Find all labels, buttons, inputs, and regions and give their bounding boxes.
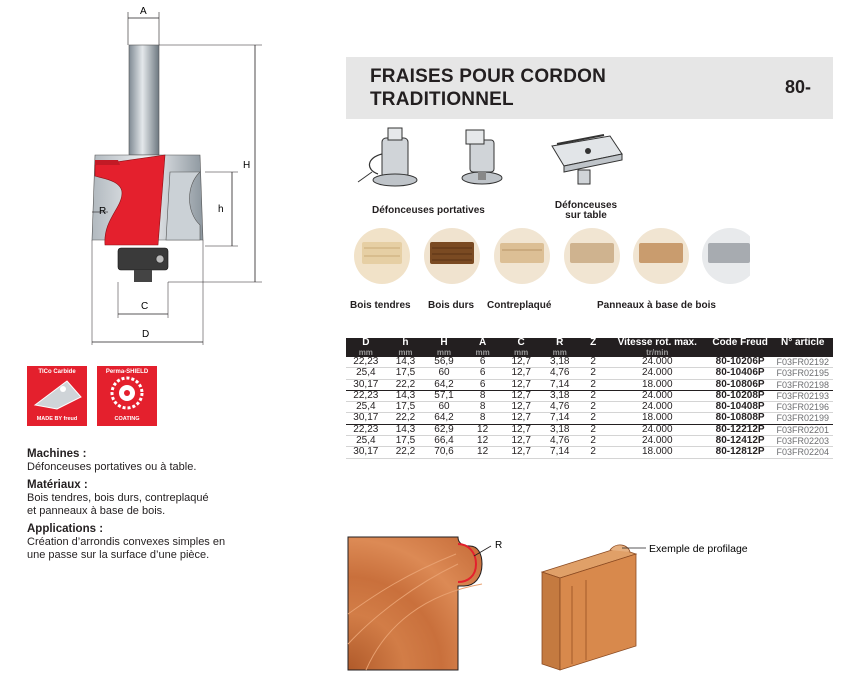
dim-label-d: D [142,329,150,340]
table-cell: 8 [463,413,503,424]
table-row [346,368,833,379]
wood-caption-plywood: Contreplaqué [487,300,552,311]
applications-text-2: une passe sur la surface d’une pièce. [27,549,210,561]
table-cell: 2 [580,402,607,413]
table-cell: 24.000 [607,390,708,401]
page-title-line-1: FRAISES POUR CORDON [370,66,607,87]
col-unit: mm [463,348,503,357]
handheld-router-icon [358,128,417,186]
table-cell: 25,4 [346,436,386,447]
table-cell: 12 [463,424,503,435]
profile-example-label: Exemple de profilage [649,543,748,555]
wood-particleboard-sample [702,228,750,284]
table-cell: 12,7 [502,424,540,435]
dim-label-r: R [99,206,107,217]
table-cell: 8 [463,402,503,413]
materials-text-2: et panneaux à base de bois. [27,505,166,517]
col-header: h [386,338,426,348]
code-freud-cell: 80-10408P [708,402,773,413]
col-unit: mm [502,348,540,357]
code-freud-cell: 80-12212P [708,424,773,435]
machines-title: Machines : [27,448,87,460]
article-number-cell: F03FR02204 [772,447,833,458]
table-cell: 56,9 [425,357,463,368]
article-number-cell: F03FR02198 [772,379,833,390]
table-row [346,447,833,458]
profile-r-label: R [495,540,503,551]
spec-table-header [346,338,833,348]
table-cell: 24.000 [607,368,708,379]
machines-text: Défonceuses portatives ou à table. [27,461,197,473]
table-cell: 66,4 [425,436,463,447]
dim-label-a: A [140,6,147,17]
code-freud-cell: 80-10806P [708,379,773,390]
col-header: Z [580,338,607,348]
applications-text-1: Création d’arrondis convexes simples en [27,536,226,548]
table-cell: 14,3 [386,390,426,401]
table-row [346,390,833,401]
wood-soft-sample [354,228,410,284]
code-freud-cell: 80-10406P [708,368,773,379]
table-cell: 7,14 [540,379,580,390]
table-cell: 22,2 [386,379,426,390]
table-cell: 17,5 [386,368,426,379]
table-cell: 12,7 [502,379,540,390]
code-freud-cell: 80-12812P [708,447,773,458]
table-cell: 12,7 [502,390,540,401]
code-freud-cell: 80-10208P [708,390,773,401]
table-cell: 30,17 [346,379,386,390]
spec-table-body [346,357,833,458]
code-freud-cell: 80-10206P [708,357,773,368]
table-cell: 62,9 [425,424,463,435]
ticog-carbide-badge [27,366,87,426]
table-cell: 22,23 [346,357,386,368]
article-number-cell: F03FR02201 [772,424,833,435]
code-freud-cell: 80-10808P [708,413,773,424]
col-unit: mm [346,348,386,357]
table-cell: 6 [463,357,503,368]
col-header: Vitesse rot. max. [607,338,708,348]
table-cell: 24.000 [607,357,708,368]
col-unit: mm [540,348,580,357]
table-row [346,379,833,390]
table-cell: 60 [425,402,463,413]
table-cell: 3,18 [540,390,580,401]
wood-hard-sample [424,228,480,284]
table-cell: 2 [580,436,607,447]
table-cell: 18.000 [607,447,708,458]
table-cell: 14,3 [386,357,426,368]
table-row [346,424,833,435]
table-row [346,357,833,368]
perma-badge-bottom: COATING [114,416,140,422]
wood-caption-soft: Bois tendres [350,300,411,311]
table-row [346,402,833,413]
table-cell: 4,76 [540,368,580,379]
table-cell: 3,18 [540,357,580,368]
perma-shield-badge [97,366,157,426]
table-cell: 6 [463,368,503,379]
carbide-tip-icon [27,375,87,411]
table-cell: 22,23 [346,390,386,401]
col-unit: mm [425,348,463,357]
table-cell: 12,7 [502,436,540,447]
table-cell: 18.000 [607,379,708,390]
wood-chipboard-sample [564,228,620,284]
table-cell: 22,2 [386,447,426,458]
profile-cross-section [348,537,482,670]
table-cell: 24.000 [607,402,708,413]
machine-icons [352,124,632,194]
page-number: 80- [784,77,811,97]
article-number-cell: F03FR02195 [772,368,833,379]
info-block [27,448,287,562]
machine-caption-table: Défonceuses sur table [554,200,618,221]
plunge-router-icon [462,130,502,184]
table-cell: 24.000 [607,436,708,447]
table-cell: 17,5 [386,402,426,413]
table-cell: 3,18 [540,424,580,435]
dim-label-h-lower: h [218,204,224,215]
col-header: A [463,338,503,348]
table-cell: 60 [425,368,463,379]
table-cell: 2 [580,357,607,368]
col-unit: mm [386,348,426,357]
table-cell: 70,6 [425,447,463,458]
table-cell: 4,76 [540,436,580,447]
applications-title: Applications : [27,523,104,535]
col-unit: tr/min [607,348,708,357]
table-cell: 12,7 [502,447,540,458]
col-header: N° article [772,338,833,348]
table-cell: 12,7 [502,357,540,368]
table-cell: 8 [463,390,503,401]
bit-shank [129,45,159,155]
article-number-cell: F03FR02203 [772,436,833,447]
table-cell: 57,1 [425,390,463,401]
table-cell: 64,2 [425,413,463,424]
table-row [346,436,833,447]
wood-caption-hard: Bois durs [428,300,475,311]
col-header: D [346,338,386,348]
dim-label-c: C [141,301,149,312]
code-freud-cell: 80-12412P [708,436,773,447]
table-cell: 2 [580,424,607,435]
table-cell: 30,17 [346,447,386,458]
table-cell: 22,2 [386,413,426,424]
materials-title: Matériaux : [27,479,88,491]
table-cell: 2 [580,390,607,401]
table-cell: 12 [463,436,503,447]
table-cell: 7,14 [540,413,580,424]
table-cell: 12,7 [502,368,540,379]
table-cell: 12 [463,447,503,458]
router-bit-drawing [0,0,300,350]
saw-blade-icon [97,375,157,411]
table-cell: 18.000 [607,413,708,424]
table-cell: 2 [580,413,607,424]
table-cell: 25,4 [346,402,386,413]
perma-badge-top: Perma-SHIELD [105,369,149,375]
ticog-badge-bottom: MADE BY freud [36,416,78,422]
table-cell: 30,17 [346,413,386,424]
table-cell: 64,2 [425,379,463,390]
table-cell: 2 [580,447,607,458]
table-cell: 25,4 [346,368,386,379]
router-table-icon [552,135,622,184]
table-cell: 12,7 [502,402,540,413]
article-number-cell: F03FR02192 [772,357,833,368]
table-cell: 2 [580,379,607,390]
table-cell: 14,3 [386,424,426,435]
article-number-cell: F03FR02193 [772,390,833,401]
wood-samples [350,226,750,286]
col-header: C [502,338,540,348]
materials-text-1: Bois tendres, bois durs, contreplaqué [27,492,209,504]
table-cell: 6 [463,379,503,390]
table-row [346,413,833,424]
col-header: R [540,338,580,348]
table-cell: 17,5 [386,436,426,447]
product-header [346,57,833,119]
col-header: Code Freud [708,338,773,348]
wood-caption-panels: Panneaux à base de bois [597,300,716,311]
profile-illustration [346,534,826,674]
table-cell: 12,7 [502,413,540,424]
article-number-cell: F03FR02199 [772,413,833,424]
wood-plywood-sample [494,228,550,284]
table-cell: 7,14 [540,447,580,458]
dim-label-h-upper: H [243,160,251,171]
spec-table [346,338,833,459]
profiled-board [542,545,636,670]
col-unit [772,348,833,357]
table-cell: 2 [580,368,607,379]
ticog-badge-top: TICo Carbide [38,369,76,375]
table-cell: 24.000 [607,424,708,435]
page-title-line-2: TRADITIONNEL [370,89,514,110]
machine-caption-portable: Défonceuses portatives [372,205,485,216]
col-header: H [425,338,463,348]
table-cell: 22,23 [346,424,386,435]
wood-mdf-sample [633,228,689,284]
table-cell: 4,76 [540,402,580,413]
article-number-cell: F03FR02196 [772,402,833,413]
